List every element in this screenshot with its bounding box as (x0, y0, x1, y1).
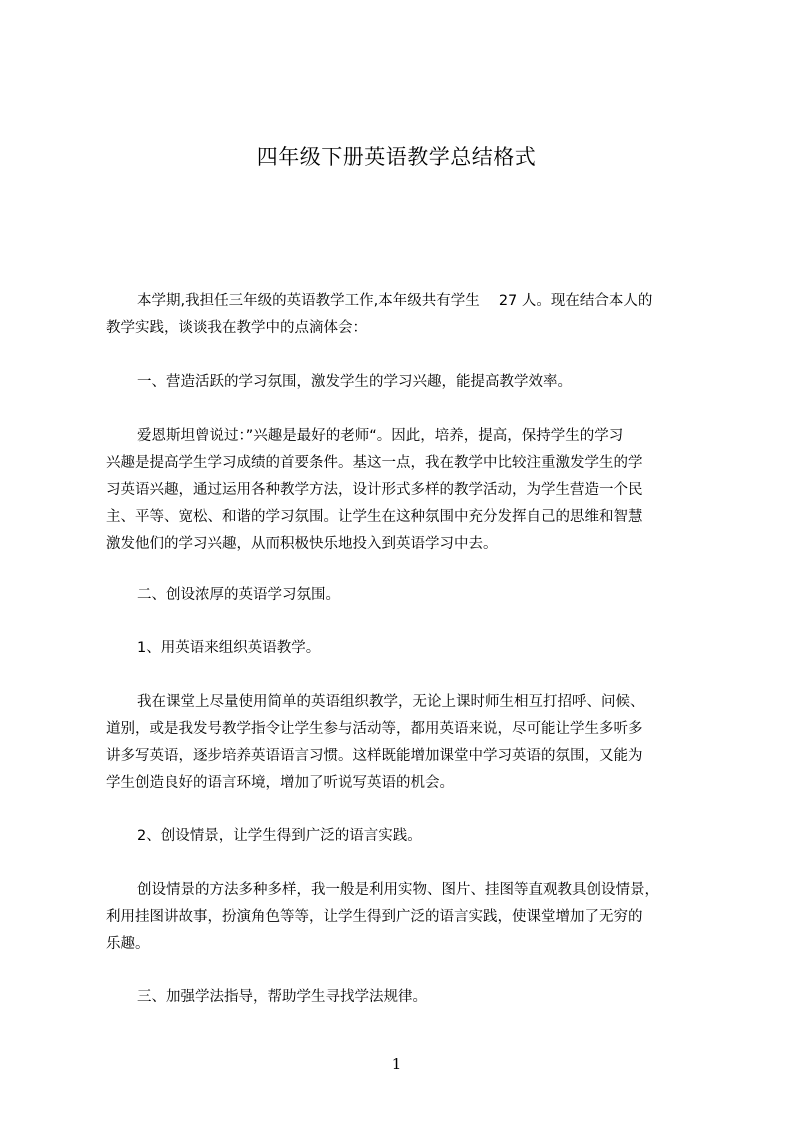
paragraph-line: 创设情景的方法多种多样，我一般是利用实物、图片、挂图等直观教具创设情景， (137, 882, 659, 898)
subsection-heading: 2、创设情景，让学生得到广泛的语言实践。 (137, 828, 422, 844)
paragraph-line: 习英语兴趣，通过运用各种教学方法，设计形式多样的教学活动，为学生营造一个民 (106, 482, 643, 498)
paragraph-line: 利用挂图讲故事，扮演角色等等，让学生得到广泛的语言实践，使课堂增加了无穷的 (106, 909, 643, 925)
paragraph-line: 学生创造良好的语言环境，增加了听说写英语的机会。 (106, 775, 454, 791)
paragraph-line: 乐趣。 (106, 936, 150, 952)
page-number: 1 (391, 1055, 402, 1073)
paragraph-line: 讲多写英语，逐步培养英语语言习惯。这样既能增加课堂中学习英语的氛围，又能为 (106, 748, 643, 764)
section-heading: 一、营造活跃的学习氛围，激发学生的学习兴趣，能提高教学效率。 (137, 374, 572, 390)
paragraph-line: 主、平等、宽松、和谐的学习氛围。让学生在这种氛围中充分发挥自己的思维和智慧 (106, 509, 643, 525)
document-title: 四年级下册英语教学总结格式 (256, 145, 537, 169)
paragraph-line: 激发他们的学习兴趣，从而积极快乐地投入到英语学习中去。 (106, 536, 498, 552)
paragraph-line: 道别，或是我发号教学指令让学生参与活动等，都用英语来说，尽可能让学生多听多 (106, 721, 643, 737)
paragraph-line: 本学期,我担任三年级的英语教学工作,本年级共有学生 27 人。现在结合本人的 (137, 293, 653, 309)
subsection-heading: 1、用英语来组织英语教学。 (137, 640, 321, 656)
section-heading: 三、加强学法指导，帮助学生寻找学法规律。 (137, 989, 427, 1005)
paragraph-line: 教学实践，谈谈我在教学中的点滴体会： (106, 320, 367, 336)
paragraph-line: 我在课堂上尽量使用简单的英语组织教学，无论上课时师生相互打招呼、问候、 (137, 694, 645, 710)
section-heading: 二、创设浓厚的英语学习氛围。 (137, 587, 340, 603)
paragraph-line: 爱恩斯坦曾说过：”兴趣是最好的老师“。因此，培养，提高，保持学生的学习 (137, 428, 624, 444)
paragraph-line: 兴趣是提高学生学习成绩的首要条件。基这一点，我在教学中比较注重激发学生的学 (106, 455, 643, 471)
